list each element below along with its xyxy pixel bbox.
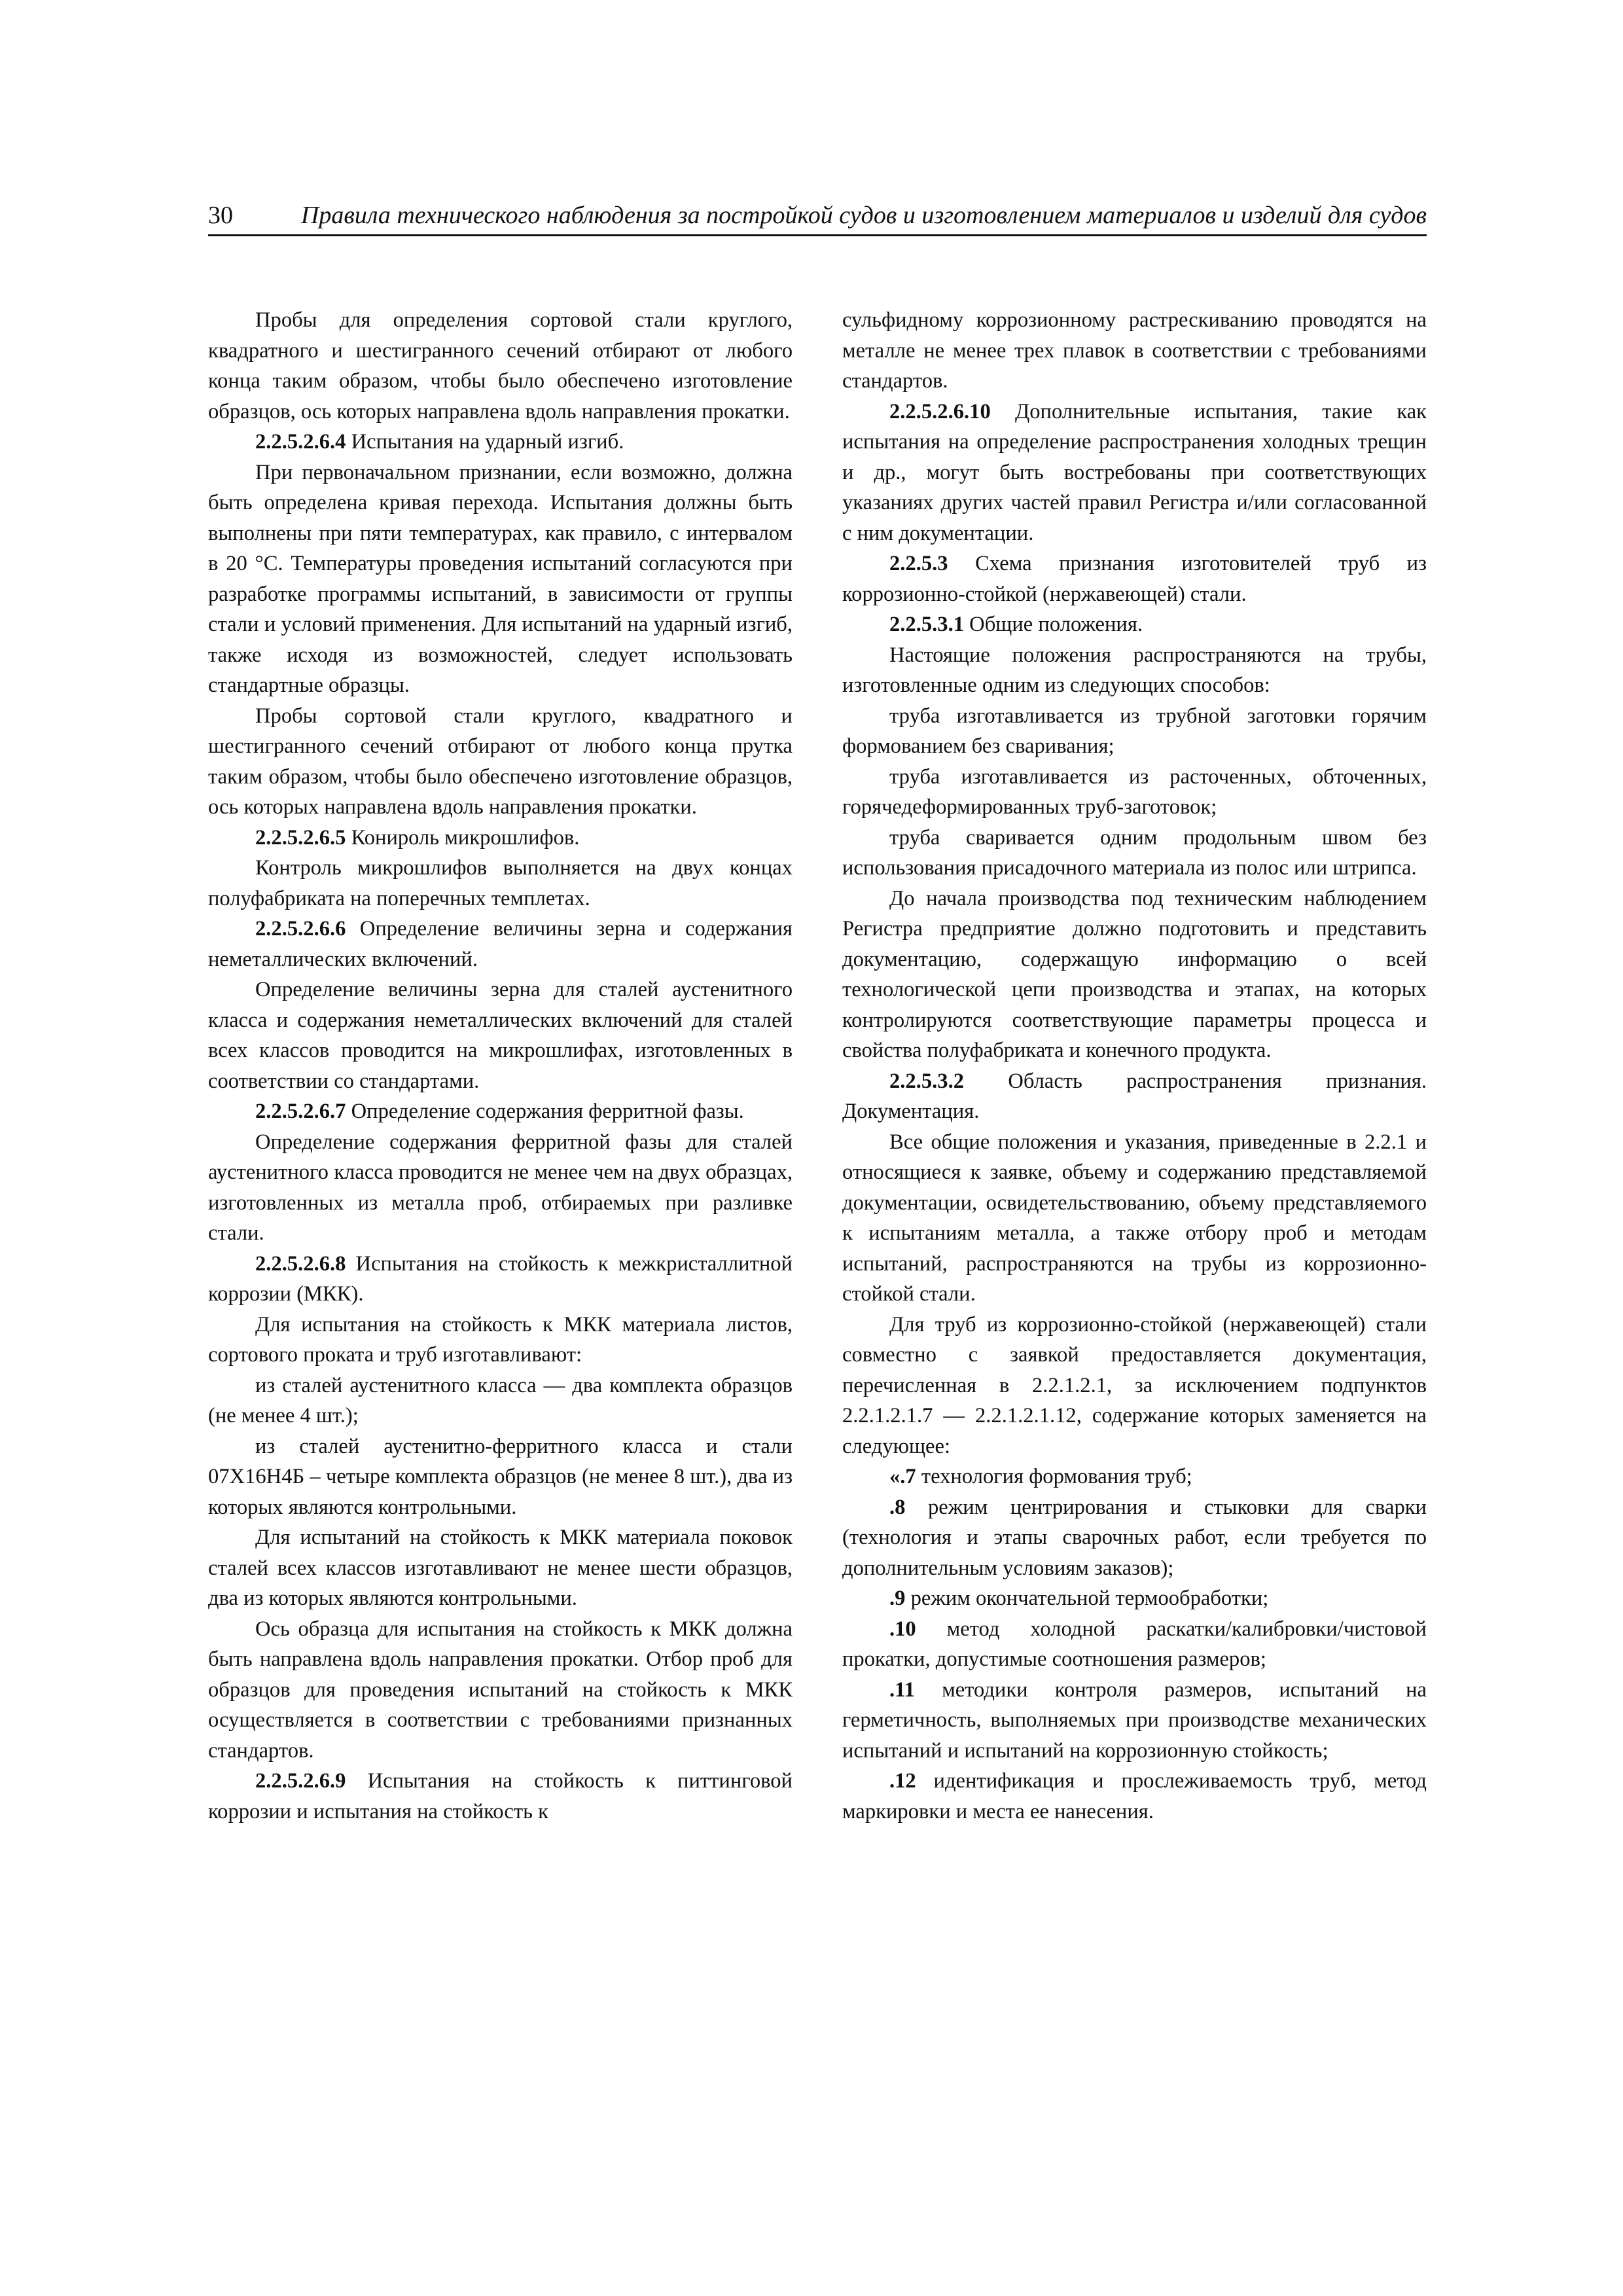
paragraph	[208, 1127, 793, 1249]
list-item	[842, 1583, 1427, 1614]
item-text: режим центрирования и стыковки для сварки (технология и этапы сварочных работ, если требуется по дополнительным условиям заказов);	[842, 1495, 1427, 1580]
paragraph-text: труба сваривается одним продольным швом без использования присадочного материала из полос или штрипса.	[842, 825, 1427, 880]
paragraph-text: Испытания на ударный изгиб.	[346, 430, 624, 454]
paragraph-text: Область распространения признания. Документация.	[842, 1069, 1427, 1123]
paragraph-text: труба изготавливается из трубной заготовки горячим формованием без сваривания;	[842, 704, 1427, 758]
paragraph	[208, 1371, 793, 1431]
item-number: .9	[889, 1587, 906, 1610]
paragraph	[208, 1522, 793, 1614]
list-item	[842, 1462, 1427, 1492]
paragraph-text: Контроль микрошлифов выполняется на двух концах полуфабриката на поперечных темплетах.	[208, 856, 793, 910]
list-item	[842, 1766, 1427, 1827]
paragraph-text: До начала производства под техническим наблюдением Регистра предприятие должно подготовить и представить документацию, содержащую информацию о всей технологической цепи производства и этапах, на которых контролируются соответствующие параметры процесса и свойства полуфабриката и конечного продукта.	[842, 886, 1427, 1062]
section-number: 2.2.5.2.6.9	[255, 1769, 346, 1793]
paragraph	[842, 1310, 1427, 1462]
section-number: 2.2.5.2.6.7	[255, 1100, 346, 1123]
right-column	[842, 305, 1427, 1827]
paragraph-text: При первоначальном признании, если возможно, должна быть определена кривая перехода. Испытания должны быть выполнены при пяти температурах, как правило, с интервалом в 20 °С. Температуры проведения испытаний согласуются при разработке программы испытаний, в зависимости от группы стали и условий применения. Для испытаний на ударный изгиб, также исходя из возможностей, следует использовать стандартные образцы.	[208, 460, 793, 697]
paragraph	[842, 305, 1427, 397]
paragraph	[208, 1096, 793, 1127]
paragraph-text: Общие положения.	[964, 613, 1143, 636]
paragraph-text: Для испытания на стойкость к МКК материала листов, сортового проката и труб изготавливают:	[208, 1312, 793, 1367]
paragraph	[842, 1066, 1427, 1127]
item-number: .8	[889, 1495, 906, 1519]
paragraph-text: Определение содержания ферритной фазы для сталей аустенитного класса проводится не менее чем на двух образцах, изготовленных из металла проб, отбираемых при разливке стали.	[208, 1130, 793, 1245]
item-number: .12	[889, 1769, 916, 1793]
paragraph-text: Определение величины зерна и содержания неметаллических включений.	[208, 917, 793, 971]
paragraph	[842, 609, 1427, 640]
paragraph	[208, 427, 793, 457]
item-number: .10	[889, 1617, 916, 1641]
paragraph	[842, 1127, 1427, 1310]
paragraph-text: Дополнительные испытания, такие как испытания на определение распространения холодных трещин и др., могут быть востребованы при соответствующих указаниях других частей правил Регистра и/или согласованной с ним документации.	[842, 399, 1427, 545]
section-number: 2.2.5.3.2	[889, 1069, 965, 1093]
paragraph-text: Схема признания изготовителей труб из коррозионно-стойкой (нержавеющей) стали.	[842, 552, 1427, 606]
paragraph-text: Ось образца для испытания на стойкость к МКК должна быть направлена вдоль направления прокатки. Отбор проб для образцов для проведения испытаний на стойкость к МКК осуществляется в соответствии с требованиями признанных стандартов.	[208, 1617, 793, 1763]
item-text: режим окончательной термообработки;	[905, 1587, 1269, 1610]
paragraph-text: из сталей аустенитно-ферритного класса и стали 07Х16Н4Б – четыре комплекта образцов (не менее 8 шт.), два из которых являются контрольными.	[208, 1434, 793, 1519]
paragraph-text: Определение содержания ферритной фазы.	[346, 1100, 744, 1123]
paragraph-text: Конироль микрошлифов.	[346, 825, 580, 850]
paragraph	[208, 1431, 793, 1523]
section-number: 2.2.5.2.6.8	[255, 1251, 346, 1276]
paragraph	[842, 884, 1427, 1066]
section-number: 2.2.5.3.1	[889, 613, 965, 636]
item-text: идентификация и прослеживаемость труб, метод маркировки и места ее нанесения.	[842, 1769, 1427, 1823]
paragraph-text: Пробы для определения сортовой стали круглого, квадратного и шестигранного сечений отбирают от любого конца таким образом, чтобы было обеспечено изготовление образцов, ось которых направлена вдоль направления прокатки.	[208, 308, 793, 423]
section-number: 2.2.5.3	[889, 552, 948, 575]
paragraph-text: Испытания на стойкость к межкристаллитной коррозии (МКК).	[208, 1251, 793, 1306]
running-title: Правила технического наблюдения за постройкой судов и изготовлением материалов и изделий для судов	[300, 202, 1427, 229]
item-text: технология формования труб;	[916, 1465, 1192, 1488]
paragraph-text: сульфидному коррозионному растрескиванию проводятся на металле не менее трех плавок в соответствии с требованиями стандартов.	[842, 308, 1427, 393]
section-number: 2.2.5.2.6.4	[255, 430, 346, 454]
paragraph-text: Испытания на стойкость к питтинговой коррозии и испытания на стойкость к	[208, 1769, 793, 1823]
paragraph-text: из сталей аустенитного класса — два комплекта образцов (не менее 4 шт.);	[208, 1373, 793, 1427]
paragraph	[208, 305, 793, 427]
item-text: метод холодной раскатки/калибровки/чистовой прокатки, допустимые соотношения размеров;	[842, 1617, 1427, 1671]
paragraph	[842, 762, 1427, 823]
paragraph	[208, 1310, 793, 1371]
page-header	[208, 198, 1427, 236]
page-number: 30	[208, 202, 233, 229]
item-number: .11	[889, 1677, 915, 1702]
section-number: 2.2.5.2.6.6	[255, 917, 346, 941]
item-number: «.7	[889, 1465, 916, 1488]
paragraph	[208, 975, 793, 1096]
paragraph	[208, 1614, 793, 1767]
paragraph-text: Пробы сортовой стали круглого, квадратного и шестигранного сечений отбирают от любого конца прутка таким образом, чтобы было обеспечено изготовление образцов, ось которых направлена вдоль направления прокатки.	[208, 704, 793, 819]
paragraph	[842, 823, 1427, 884]
paragraph	[208, 914, 793, 975]
paragraph	[842, 548, 1427, 609]
section-number: 2.2.5.2.6.10	[889, 399, 991, 423]
paragraph	[842, 397, 1427, 549]
paragraph-text: Настоящие положения распространяются на трубы, изготовленные одним из следующих способов:	[842, 643, 1427, 697]
paragraph-text: труба изготавливается из расточенных, обточенных, горячедеформированных труб-заготовок;	[842, 764, 1427, 819]
paragraph	[842, 701, 1427, 762]
paragraph	[208, 457, 793, 701]
section-number: 2.2.5.2.6.5	[255, 825, 346, 850]
list-item	[842, 1614, 1427, 1675]
paragraph	[842, 640, 1427, 701]
list-item	[842, 1492, 1427, 1584]
item-text: методики контроля размеров, испытаний на герметичность, выполняемых при производстве механических испытаний и испытаний на коррозионную стойкость;	[842, 1677, 1427, 1763]
left-column	[208, 305, 793, 1827]
list-item	[842, 1675, 1427, 1767]
paragraph	[208, 823, 793, 853]
paragraph-text: Все общие положения и указания, приведенные в 2.2.1 и относящиеся к заявке, объему и содержанию представляемой документации, освидетельствованию, объему представляемого к испытаниям металла, а также отбору проб и методам испытаний, распространяются на трубы из коррозионно-стойкой стали.	[842, 1130, 1427, 1306]
paragraph-text: Для труб из коррозионно-стойкой (нержавеющей) стали совместно с заявкой предоставляется документация, перечисленная в 2.2.1.2.1, за исключением подпунктов 2.2.1.2.1.7 — 2.2.1.2.1.12, содержание которых заменяется на следующее:	[842, 1312, 1427, 1458]
paragraph	[208, 701, 793, 823]
paragraph-text: Для испытаний на стойкость к МКК материала поковок сталей всех классов изготавливают не менее шести образцов, два из которых являются контрольными.	[208, 1526, 793, 1610]
paragraph	[208, 1766, 793, 1827]
paragraph	[208, 853, 793, 914]
paragraph	[208, 1249, 793, 1310]
paragraph-text: Определение величины зерна для сталей аустенитного класса и содержания неметаллических включений для сталей всех классов проводится на микрошлифах, изготовленных в соответствии со стандартами.	[208, 978, 793, 1093]
